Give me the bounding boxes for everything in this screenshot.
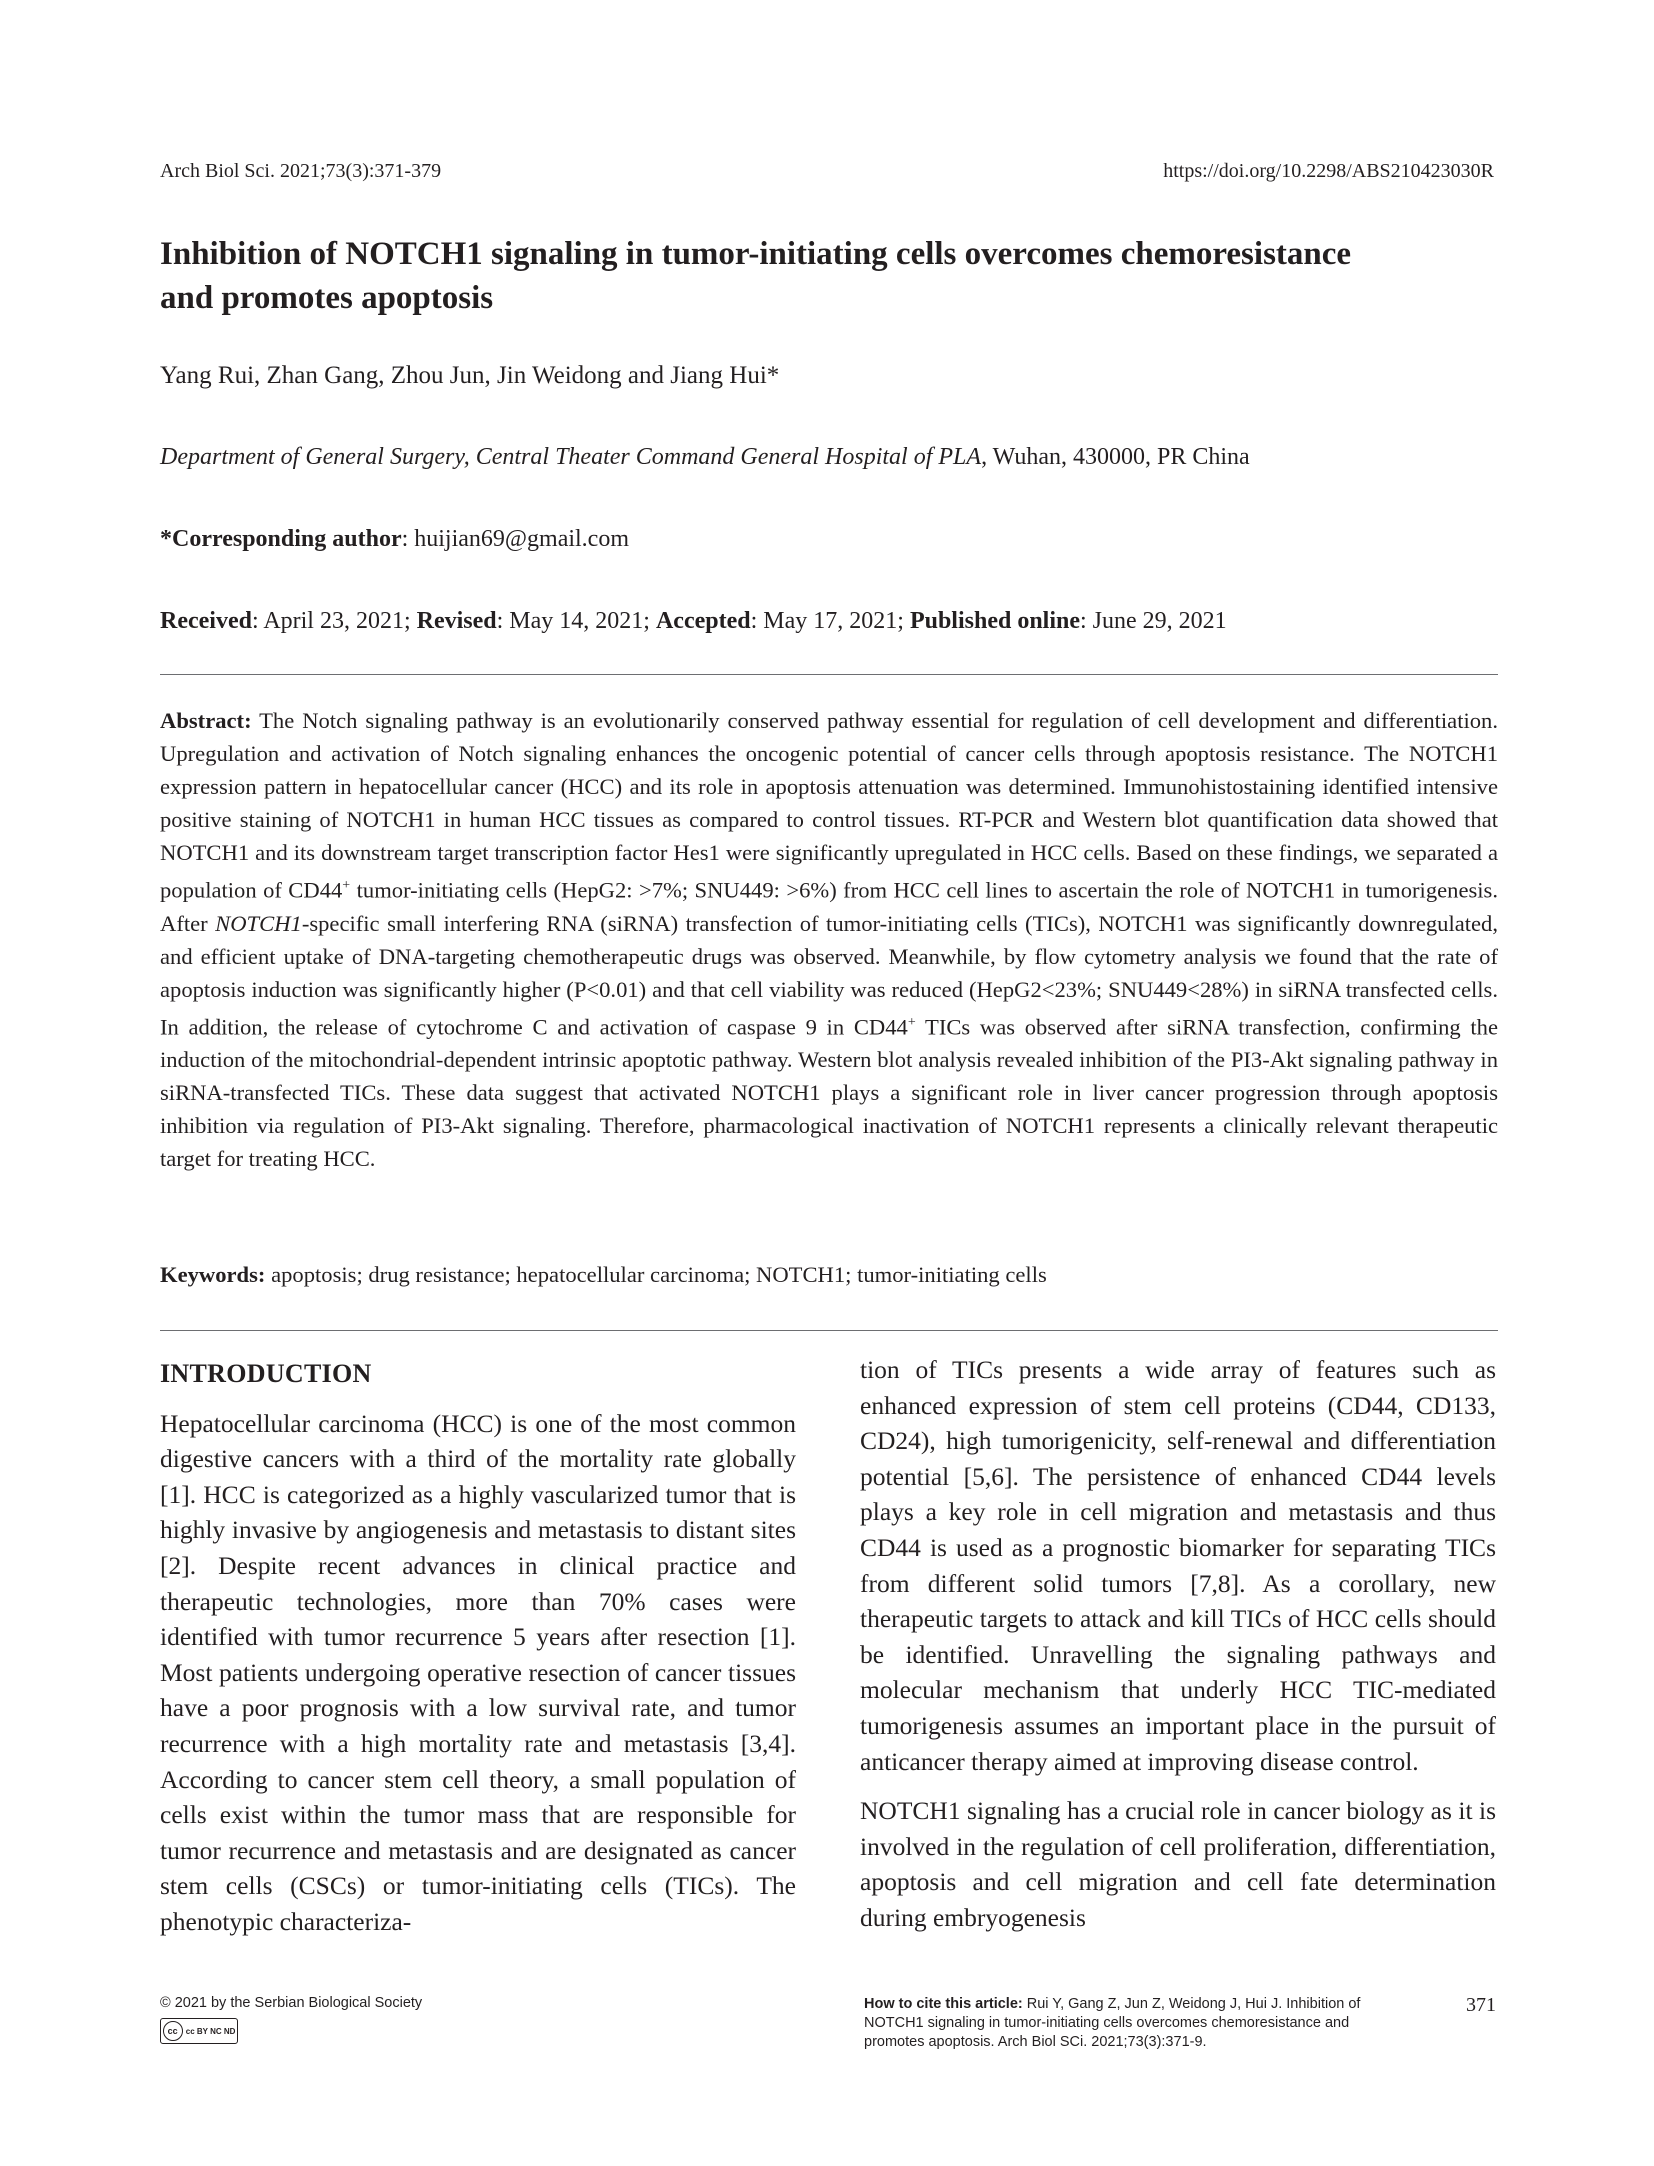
keywords [160, 1258, 1498, 1291]
corresponding-label: *Corresponding author [160, 526, 402, 552]
keywords-text: apoptosis; drug resistance; hepatocellular carcinoma; NOTCH1; tumor-initiating cells [265, 1262, 1047, 1287]
revised-date: : May 14, 2021; [496, 608, 656, 634]
page-number: 371 [1466, 1994, 1496, 2016]
intro-paragraph-1: Hepatocellular carcinoma (HCC) is one of the most common digestive cancers with a third of the mortality rate globally [1]. HCC is categorized as a highly vascularized tumor that is highly invasive by angiogenesis and metastasis to distant sites [2]. Despite recent advances in clinical practice and therapeutic technologies, more than 70% cases were identified with tumor recurrence 5 years after resection [1]. Most patients undergoing operative resection of cancer tissues have a poor prognosis with a low survival rate, and tumor recurrence with a high mortality rate and metastasis [3,4]. According to cancer stem cell theory, a small population of cells exist within the tumor mass that are responsible for tumor recurrence and metastasis and are designated as cancer stem cells (CSCs) or tumor-initiating cells (TICs). The phenotypic characteriza- [160, 1408, 796, 1936]
abstract-sup-2: + [907, 1014, 916, 1030]
corresponding-email[interactable]: : huijian69@gmail.com [401, 526, 629, 552]
divider-top [160, 674, 1498, 675]
title-line-2: and promotes apoptosis [160, 280, 494, 316]
abstract-gene: NOTCH1 [215, 910, 302, 936]
intro-paragraph-3: NOTCH1 signaling has a crucial role in cancer biology as it is involved in the regulation of cell proliferation, differentiation, apoptosis and cell migration and cell fate determination during embryogenesis [860, 1796, 1496, 1932]
divider-bottom [160, 1330, 1498, 1331]
corresponding-author [160, 526, 629, 553]
abstract-label: Abstract: [160, 708, 252, 733]
right-column [860, 1352, 1496, 1936]
published-label: Published online [909, 608, 1080, 634]
section-heading-introduction: INTRODUCTION [160, 1359, 372, 1388]
cite-text: Rui Y, Gang Z, Jun Z, Weidong J, Hui J. Inhibition of NOTCH1 signaling in tumor-initiating cells overcomes chemoresistance and promotes apoptosis. Arch Biol SCi. 2021;73(3):371-9. [864, 1996, 1361, 2050]
abstract-text-4: TICs was observed after siRNA transfection, confirming the induction of the mitochondrial-dependent intrinsic apoptotic pathway. Western blot analysis revealed inhibition of the PI3-Akt signaling pathway in siRNA-transfected TICs. These data suggest that activated NOTCH1 plays a significant role in liver cancer progression through apoptosis inhibition via regulation of PI3-Akt signaling. Therefore, pharmacological inactivation of NOTCH1 represents a clinically relevant therapeutic target for treating HCC. [160, 1014, 1498, 1172]
accepted-date: : May 17, 2021; [750, 608, 910, 634]
abstract [160, 704, 1498, 1175]
published-date: : June 29, 2021 [1080, 608, 1227, 634]
cite-label: How to cite this article: [864, 1996, 1023, 2012]
keywords-label: Keywords: [160, 1262, 266, 1287]
abstract-text-2: tumor-initiating cells (HepG2: >7%; SNU449: >6%) from HCC cell lines to ascertain the role of NOTCH1 in tumorigenesis. After [160, 877, 1498, 936]
accepted-label: Accepted [655, 608, 751, 634]
how-to-cite [864, 1995, 1404, 2052]
copyright-notice: © 2021 by the Serbian Biological Society [160, 1995, 423, 2011]
revised-label: Revised [416, 608, 497, 634]
received-date: : April 23, 2021; [251, 608, 417, 634]
title-line-1: Inhibition of NOTCH1 signaling in tumor-initiating cells overcomes chemoresistance [160, 236, 1352, 272]
left-column [160, 1359, 796, 1940]
affiliation [160, 444, 1250, 471]
cc-icon: cc [163, 2021, 183, 2041]
cc-license-badge[interactable] [160, 2018, 238, 2044]
abstract-text-3: -specific small interfering RNA (siRNA) transfection of tumor-initiating cells (TICs), NOTCH1 was significantly downregulated, and efficient uptake of DNA-targeting chemotherapeutic drugs was observed. Meanwhile, by flow cytometry analysis we found that the rate of apoptosis induction was significantly higher (P<0.01) and that cell viability was reduced (HepG2<23%; SNU449<28%) in siRNA transfected cells. In addition, the release of cytochrome C and activation of caspase 9 in CD44 [160, 910, 1498, 1040]
received-label: Received [160, 608, 252, 634]
intro-paragraph-2: tion of TICs presents a wide array of features such as enhanced expression of stem cell proteins (CD44, CD133, CD24), high tumorigenicity, self-renewal and differentiation potential [5,6]. The persistence of enhanced CD44 levels plays a key role in cell migration and metastasis and thus CD44 is used as a prognostic biomarker for separating TICs from different solid tumors [7,8]. As a corollary, new therapeutic targets to attack and kill TICs of HCC cells should be identified. Unravelling the signaling pathways and molecular mechanism that underly HCC TIC-mediated tumorigenesis assumes an important place in the pursuit of anticancer therapy aimed at improving disease control. [860, 1355, 1496, 1776]
affiliation-department: Department of General Surgery, Central Theater Command General Hospital of PLA [160, 444, 982, 470]
affiliation-location: , Wuhan, 430000, PR China [981, 444, 1250, 470]
doi-link[interactable]: https://doi.org/10.2298/ABS210423030R [1163, 160, 1494, 182]
cc-license-text: cc BY NC ND [185, 2026, 236, 2036]
abstract-text-1: The Notch signaling pathway is an evolutionarily conserved pathway essential for regulation of cell development and differentiation. Upregulation and activation of Notch signaling enhances the oncogenic potential of cancer cells through apoptosis resistance. The NOTCH1 expression pattern in hepatocellular cancer (HCC) and its role in apoptosis attenuation was determined. Immunohistostaining identified intensive positive staining of NOTCH1 in human HCC tissues as compared to control tissues. RT-PCR and Western blot quantification data showed that NOTCH1 and its downstream target transcription factor Hes1 were significantly upregulated in HCC cells. Based on these findings, we separated a population of CD44 [160, 708, 1498, 903]
article-title [160, 232, 1500, 320]
article-dates [160, 608, 1227, 635]
abstract-sup-1: + [342, 878, 351, 893]
journal-citation: Arch Biol Sci. 2021;73(3):371-379 [160, 160, 442, 182]
author-list: Yang Rui, Zhan Gang, Zhou Jun, Jin Weidong and Jiang Hui* [160, 362, 780, 389]
